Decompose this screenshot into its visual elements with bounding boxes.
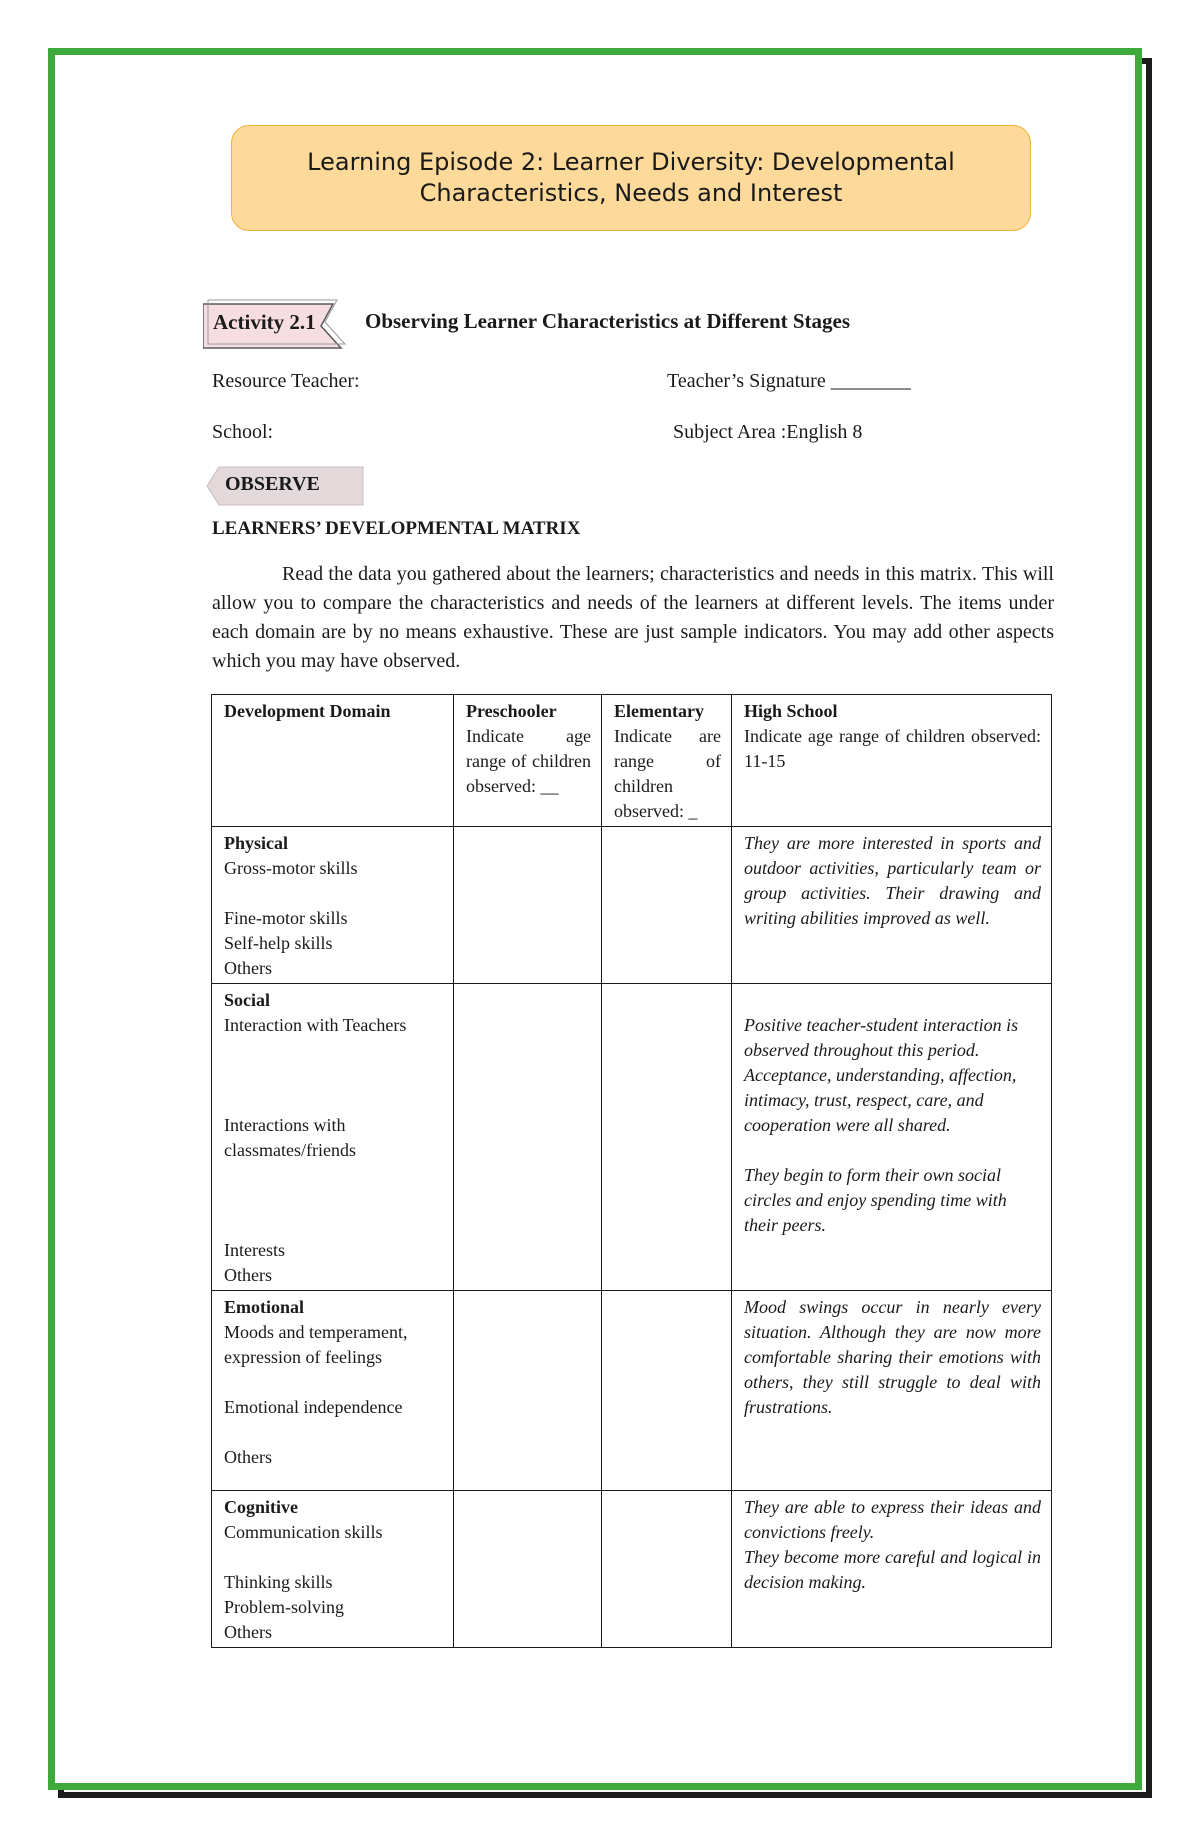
emotional-elementary-cell [602,1291,732,1491]
emotional-highschool-text: Mood swings occur in nearly every situation. Although they are now more comfortable sharing their emotions with others, they still struggle to deal with frustrations. [744,1297,1041,1417]
social-domain-cell [212,984,454,1291]
header-elementary [602,695,732,827]
table-row-cognitive [212,1491,1052,1648]
physical-item: Others [224,958,272,978]
physical-domain-cell [212,827,454,984]
cognitive-preschooler-cell [454,1491,602,1648]
social-item: Interests [224,1240,285,1260]
emotional-highschool-cell [732,1291,1052,1491]
header-domain-label: Development Domain [224,701,391,721]
emotional-item: Emotional independence [224,1397,403,1417]
cognitive-title: Cognitive [224,1497,298,1517]
header-preschooler-label: Preschooler [466,701,557,721]
cognitive-item: Problem-solving [224,1597,344,1617]
social-highschool-text-2: They begin to form their own social circles and enjoy spending time with their peers. [744,1165,1007,1235]
emotional-item: Moods and temperament, expression of feelings [224,1322,408,1367]
cognitive-elementary-cell [602,1491,732,1648]
physical-highschool-cell [732,827,1052,984]
emotional-domain-cell [212,1291,454,1491]
header-elementary-sub: Indicate are range of children observed: _ [614,726,721,821]
episode-title-line1: Learning Episode 2: Learner Diversity: Developmental [307,148,955,176]
cognitive-item: Communication skills [224,1522,383,1542]
physical-title: Physical [224,833,289,853]
cognitive-item: Others [224,1622,272,1642]
cognitive-domain-cell [212,1491,454,1648]
school-field: School: [212,421,274,443]
social-highschool-cell [732,984,1052,1291]
table-row-physical [212,827,1052,984]
physical-item: Self-help skills [224,933,333,953]
physical-elementary-cell [602,827,732,984]
social-item: Others [224,1265,272,1285]
developmental-matrix [211,694,1052,1648]
physical-highschool-text: They are more interested in sports and outdoor activities, particularly team or group activities. Their drawing and writing abilities improved as well. [744,833,1041,928]
social-highschool-text-1: Positive teacher-student interaction is observed throughout this period. Acceptance, understanding, affection, intimacy, trust, respect, care, and cooperation were all shared. [744,1015,1019,1135]
social-preschooler-cell [454,984,602,1291]
header-highschool [732,695,1052,827]
intro-paragraph [212,560,1054,676]
header-domain [212,695,454,827]
observe-label: OBSERVE [225,473,320,495]
emotional-title: Emotional [224,1297,305,1317]
emotional-item: Others [224,1447,272,1467]
activity-title: Observing Learner Characteristics at Different Stages [365,309,851,333]
social-title: Social [224,990,271,1010]
physical-item: Gross-motor skills [224,858,358,878]
cognitive-highschool-text-1: They are able to express their ideas and convictions freely. [744,1497,1041,1542]
table-row-social [212,984,1052,1291]
social-elementary-cell [602,984,732,1291]
table-header-row [212,695,1052,827]
header-highschool-label: High School [744,701,838,721]
matrix-title: LEARNERS’ DEVELOPMENTAL MATRIX [212,518,581,539]
cognitive-item: Thinking skills [224,1572,333,1592]
signature-field: Teacher’s Signature ________ [667,370,911,392]
intro-text: Read the data you gathered about the learners; characteristics and needs in this matrix. This will allow you to compare the characteristics and needs of the learners at different levels. The items under each domain are by no means exhaustive. These are just sample indicators. You may add other aspects which you may have observed. [212,563,1054,672]
header-elementary-label: Elementary [614,701,704,721]
cognitive-highschool-text-2: They become more careful and logical in decision making. [744,1547,1041,1592]
subject-area-field: Subject Area :English 8 [673,421,863,443]
activity-tag [203,298,353,350]
episode-title-line2: Characteristics, Needs and Interest [419,179,843,207]
social-item: Interaction with Teachers [224,1015,407,1035]
social-item: Interactions with classmates/friends [224,1115,356,1160]
activity-label: Activity 2.1 [213,310,316,334]
cognitive-highschool-cell [732,1491,1052,1648]
episode-banner [231,125,1031,231]
header-highschool-sub: Indicate age range of children observed: 11-15 [744,726,1041,771]
emotional-preschooler-cell [454,1291,602,1491]
table-row-emotional [212,1291,1052,1491]
observe-tag [205,465,365,507]
header-preschooler-sub: Indicate age range of children observed: __ [466,726,591,796]
resource-teacher-field: Resource Teacher: [212,370,360,392]
physical-item: Fine-motor skills [224,908,348,928]
physical-preschooler-cell [454,827,602,984]
header-preschooler [454,695,602,827]
